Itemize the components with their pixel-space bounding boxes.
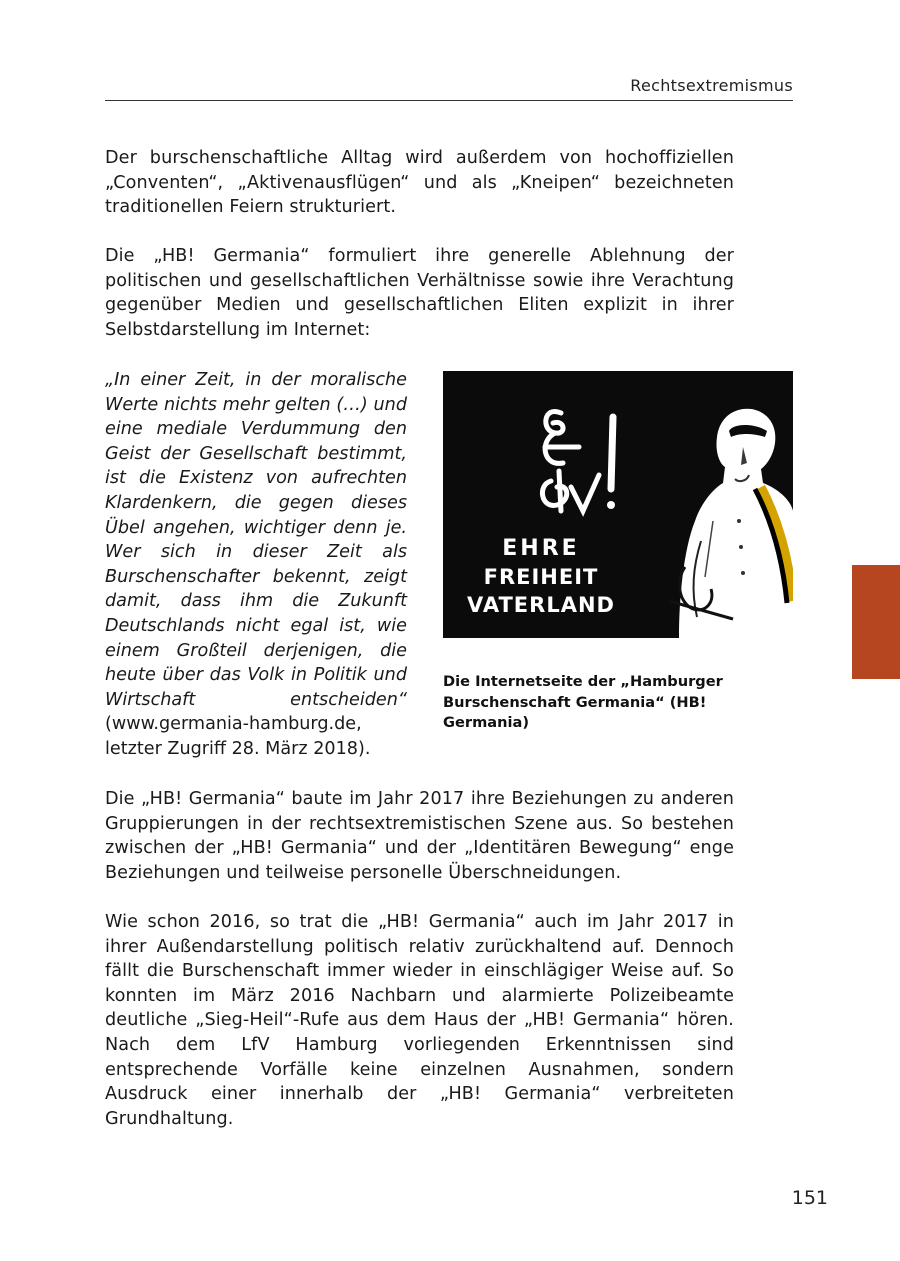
figure-caption: Die Internetseite der „Hamburger Burschenschaft Germania“ (HB! Germania) <box>443 673 723 731</box>
paragraph-3: Die „HB! Germania“ baute im Jahr 2017 ihre Beziehungen zu anderen Gruppierungen in der rechtsextremistischen Szene aus. So bestehen zwischen der „HB! Germania“ und der „Identitären Bewegung“ enge Beziehungen und teilweise personelle Überschneidungen. <box>105 789 734 883</box>
quote-text: „In einer Zeit, in der moralische Werte nichts mehr gelten (…) und eine mediale Verdummung den Geist der Gesellschaft bestimmt, ist die Existenz von aufrechten Klardenkern, die gegen dieses Übel angehen, wichtiger denn je. Wer sich in dieser Zeit als Burschenschafter bekennt, zeigt damit, dass ihm die Zukunft Deutschlands nicht egal ist, wie einem Großteil derjenigen, die heute über das Volk in Politik und Wirtschaft entscheiden“ <box>105 370 407 710</box>
paragraph-2: Die „HB! Germania“ formuliert ihre generelle Ablehnung der politischen und gesellschaftlichen Verhältnisse sowie ihre Verachtung gegenüber Medien und gesellschaftlichen Eliten explizit in ihrer Selbstdarstellung im Internet: <box>105 246 734 340</box>
paragraph-1: Der burschenschaftliche Alltag wird außerdem von hochoffiziellen „Conventen“, „Aktivenausflügen“ und als „Kneipen“ bezeichneten traditionellen Feiern strukturiert. <box>105 148 734 218</box>
figure-motto-3: VATERLAND <box>467 593 615 617</box>
chapter-tab-marker <box>852 565 900 679</box>
student-illustration <box>669 409 793 638</box>
quote-source: (www.germania-hamburg.de, letzter Zugriff 28. März 2018). <box>105 714 371 759</box>
figure-motto-1: EHRE <box>502 536 580 561</box>
paragraph-4: Wie schon 2016, so trat die „HB! Germania“ auch im Jahr 2017 in ihrer Außendarstellung politisch relativ zurückhaltend auf. Dennoch fällt die Burschenschaft immer wieder in einschlägiger Weise auf. So konnten im März 2016 Nachbarn und alarmierte Polizeibeamte deutliche „Sieg-Heil“-Rufe aus dem Haus der „HB! Germania“ hören. Nach dem LfV Hamburg vorliegenden Erkenntnissen sind entsprechende Vorfälle keine einzelnen Ausnahmen, sondern Ausdruck einer innerhalb der „HB! Germania“ verbreiteten Grundhaltung. <box>105 912 734 1129</box>
page-number: 151 <box>791 1187 828 1209</box>
figure-motto-2: FREIHEIT <box>483 565 599 589</box>
germania-website-image <box>443 371 793 638</box>
monogram-logo <box>542 411 615 511</box>
quote-block <box>105 368 407 762</box>
running-header: Rechtsextremismus <box>630 76 793 95</box>
header-divider <box>105 100 793 101</box>
